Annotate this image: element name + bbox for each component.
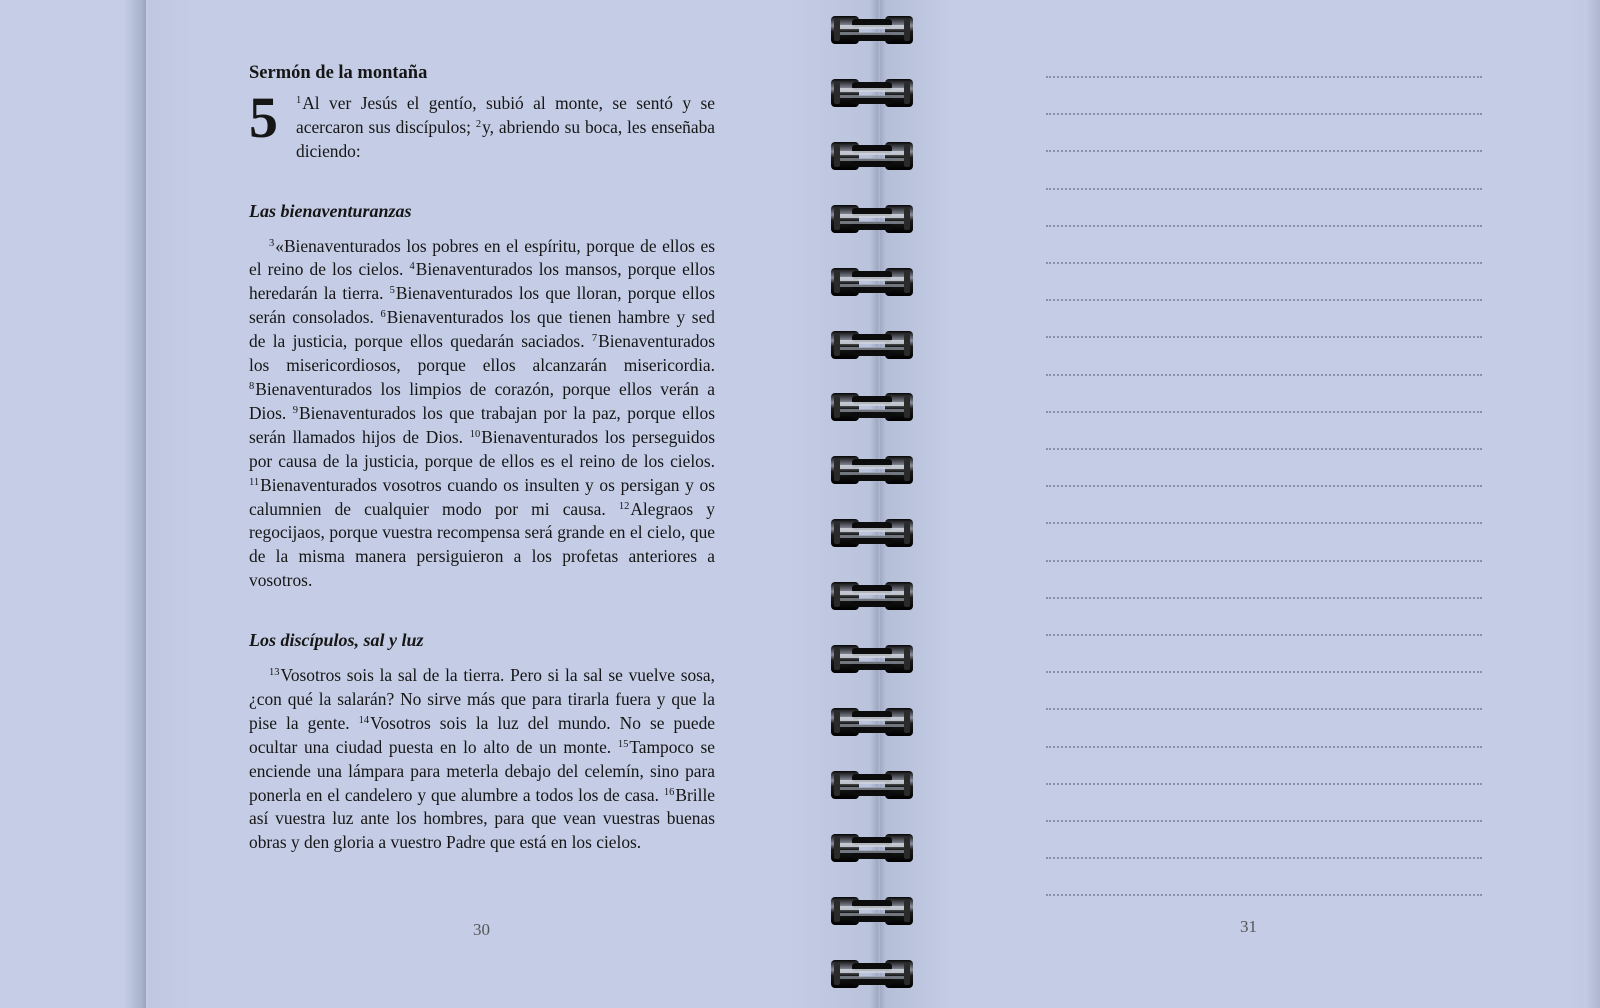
verse-text: Al ver Jesús el gentío, subió al monte, se sentó y se acercaron sus discípulos; <box>296 92 715 137</box>
binding-ring <box>830 896 914 926</box>
verse-number: 10 <box>469 428 481 440</box>
verse-text: Brille así vuestra luz ante los hombres, para que vean vuestras buenas obras y den gloria a vuestro Padre que está en los cielos. <box>249 784 715 853</box>
ruled-line <box>1046 783 1482 785</box>
binding-ring <box>830 770 914 800</box>
binding-ring <box>830 204 914 234</box>
ruled-line <box>1046 671 1482 673</box>
binding-ring <box>830 267 914 297</box>
verse-number: 15 <box>617 738 629 750</box>
binding-ring <box>830 141 914 171</box>
ruled-line <box>1046 708 1482 710</box>
ruled-line <box>1046 411 1482 413</box>
ruled-lines <box>1046 0 1482 1008</box>
binding-ring <box>830 833 914 863</box>
verse-number: 2 <box>475 118 482 130</box>
ruled-line <box>1046 560 1482 562</box>
ruled-line <box>1046 448 1482 450</box>
binding-ring <box>830 392 914 422</box>
verse-number: 3 <box>269 237 275 249</box>
page-title: Sermón de la montaña <box>249 63 428 83</box>
verse-number: 12 <box>618 500 630 512</box>
binding-ring <box>830 644 914 674</box>
ruled-line <box>1046 485 1482 487</box>
verse-text: «Bienaventurados los pobres en el espíritu, porque de ellos es el reino de los cielos. <box>249 235 715 280</box>
verse-number: 16 <box>663 786 675 798</box>
ruled-line <box>1046 262 1482 264</box>
ruled-line <box>1046 374 1482 376</box>
left-page-text <box>249 58 715 855</box>
ruled-line <box>1046 299 1482 301</box>
binding-ring <box>830 15 914 45</box>
verse-text: Tampoco se enciende una lámpara para meterla debajo del celemín, sino para ponerla en el candelero y que alumbre a todos los de casa. <box>249 736 715 805</box>
verse-text: Alegraos y regocijaos, porque vuestra recompensa será grande en el cielo, que de la misma manera persiguieron a los profetas anteriores a vosotros. <box>249 498 715 591</box>
verse-number: 7 <box>591 333 598 345</box>
verse-text: Bienaventurados los que tienen hambre y sed de la justicia, porque ellos quedarán saciados. <box>249 307 715 352</box>
ruled-line <box>1046 113 1482 115</box>
section-text-sal-y-luz <box>249 664 715 855</box>
binding-ring <box>830 581 914 611</box>
verse-number: 5 <box>389 285 395 297</box>
verse-number: 11 <box>249 476 260 488</box>
ruled-line <box>1046 746 1482 748</box>
intro-paragraph <box>249 84 715 164</box>
ruled-line <box>1046 76 1482 78</box>
verse-text: Bienaventurados los limpios de corazón, porque ellos verán a Dios. <box>249 378 715 423</box>
ruled-line <box>1046 225 1482 227</box>
verse-text: Bienaventurados los mansos, porque ellos heredarán la tierra. <box>249 259 715 304</box>
verse-text: Bienaventurados los que lloran, porque ellos serán consolados. <box>249 283 716 328</box>
verse-text: Bienaventurados los perseguidos por causa de la justicia, porque de ellos es el reino de los cielos. <box>249 426 715 471</box>
verse-number: 4 <box>409 261 415 273</box>
ruled-line <box>1046 522 1482 524</box>
ruled-line <box>1046 634 1482 636</box>
ruled-line <box>1046 894 1482 896</box>
binding-ring <box>830 78 914 108</box>
right-book-edge <box>1584 0 1600 1008</box>
binding-ring <box>830 455 914 485</box>
verse-number: 1 <box>296 94 302 106</box>
intro-text <box>249 84 715 164</box>
ruled-line <box>1046 336 1482 338</box>
verse-text: Vosotros sois la luz del mundo. No se puede ocultar una ciudad puesta en lo alto de un monte. <box>249 712 715 757</box>
binding-ring <box>830 518 914 548</box>
binding-ring <box>830 959 914 989</box>
ruled-line <box>1046 150 1482 152</box>
ruled-line <box>1046 820 1482 822</box>
verse-number: 6 <box>380 309 386 321</box>
verse-text: Bienaventurados los que trabajan por la paz, porque ellos serán llamados hijos de Dios. <box>249 402 715 447</box>
binding-ring <box>830 707 914 737</box>
ruled-line <box>1046 597 1482 599</box>
ruled-line <box>1046 188 1482 190</box>
section-heading-sal-y-luz: Los discípulos, sal y luz <box>249 630 424 651</box>
binding-ring <box>830 330 914 360</box>
verse-number: 14 <box>358 714 370 726</box>
verse-number: 8 <box>249 380 255 392</box>
verse-text: Vosotros sois la sal de la tierra. Pero si la sal se vuelve sosa, ¿con qué la salarán? No sirve más que para tirarla fuera y que la pise la gente. <box>249 665 715 733</box>
verse-text: Bienaventurados vosotros cuando os insulten y os persigan y os calumnien de cualquier modo por mi causa. <box>249 474 715 519</box>
verse-text: Bienaventurados los misericordiosos, porque ellos alcanzarán misericordia. <box>249 331 715 376</box>
verse-text: y, abriendo su boca, les enseñaba diciendo: <box>296 116 715 161</box>
verse-number: 13 <box>269 667 280 679</box>
verse-number: 9 <box>292 404 298 416</box>
page-number-left: 30 <box>473 920 490 939</box>
ruled-line <box>1046 857 1482 859</box>
page-number-right: 31 <box>1240 917 1257 936</box>
left-book-edge <box>0 0 146 1008</box>
spiral-binding <box>830 0 914 1008</box>
chapter-dropcap: 5 <box>249 84 278 150</box>
section-text-bienaventuranzas <box>249 235 715 594</box>
section-heading-bienaventuranzas: Las bienaventuranzas <box>249 200 412 221</box>
